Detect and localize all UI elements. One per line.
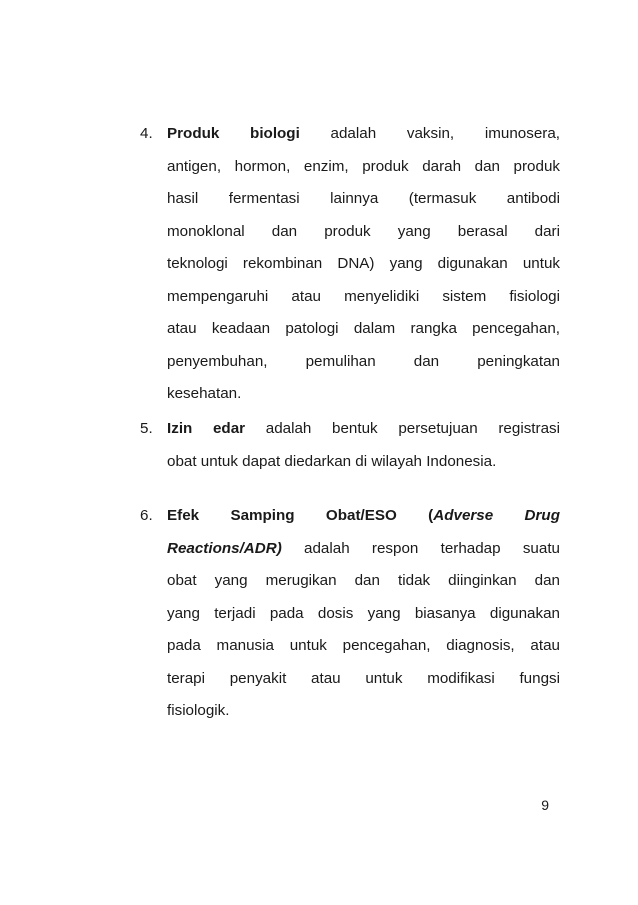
text-line	[167, 533, 560, 566]
text-line	[167, 565, 560, 598]
text-run: atau keadaan patologi dalam rangka pencegahan,	[167, 320, 560, 337]
text-run: antigen, hormon, enzim, produk darah dan produk	[167, 157, 560, 175]
text-line	[167, 695, 560, 728]
text-run: mempengaruhi atau menyelidiki sistem fisiologi	[167, 287, 560, 305]
text-run: terapi penyakit atau untuk modifikasi fungsi	[167, 669, 560, 687]
text-line	[167, 413, 560, 446]
text-line	[167, 183, 560, 216]
text-run: obat yang merugikan dan tidak diinginkan dan	[167, 572, 560, 589]
item-body	[167, 500, 560, 728]
text-line	[167, 630, 560, 663]
text-run: adalah bentuk persetujuan registrasi	[245, 420, 560, 437]
text-run: teknologi rekombinan DNA) yang digunakan untuk	[167, 255, 560, 272]
text-run: adalah vaksin, imunosera,	[299, 125, 560, 142]
item-body	[167, 118, 560, 411]
emphasized-term: Adverse Drug	[433, 507, 560, 524]
text-line	[167, 446, 560, 479]
text-run: adalah respon terhadap suatu	[281, 539, 560, 557]
text-run: yang terjadi pada dosis yang biasanya digunakan	[167, 604, 560, 622]
text-line	[167, 313, 560, 346]
text-line	[167, 248, 560, 281]
text-run: penyembuhan, pemulihan dan peningkatan	[167, 352, 560, 370]
text-line	[167, 216, 560, 249]
item-body	[167, 413, 560, 478]
text-run: kesehatan.	[167, 385, 242, 402]
emphasized-term: Reactions/ADR)	[167, 539, 282, 557]
text-line	[167, 378, 560, 411]
text-line	[167, 598, 560, 631]
text-run: monoklonal dan produk yang berasal dari	[167, 222, 560, 240]
page-number: 9	[541, 797, 549, 813]
text-line	[167, 281, 560, 314]
emphasized-term: Izin edar	[167, 420, 246, 437]
text-line	[167, 500, 560, 533]
item-number: 4.	[140, 125, 153, 142]
text-line	[167, 663, 560, 696]
item-number: 6.	[140, 507, 153, 524]
emphasized-term: Efek Samping Obat/ESO (	[167, 507, 434, 524]
text-run: fisiologik.	[167, 702, 230, 719]
text-line	[167, 151, 560, 184]
text-run: hasil fermentasi lainnya (termasuk antibodi	[167, 190, 560, 207]
text-run: pada manusia untuk pencegahan, diagnosis, atau	[167, 637, 560, 654]
item-number: 5.	[140, 420, 153, 437]
text-run: obat untuk dapat diedarkan di wilayah Indonesia.	[167, 452, 497, 470]
emphasized-term: Produk biologi	[167, 125, 300, 142]
text-line	[167, 346, 560, 379]
text-line	[167, 118, 560, 151]
